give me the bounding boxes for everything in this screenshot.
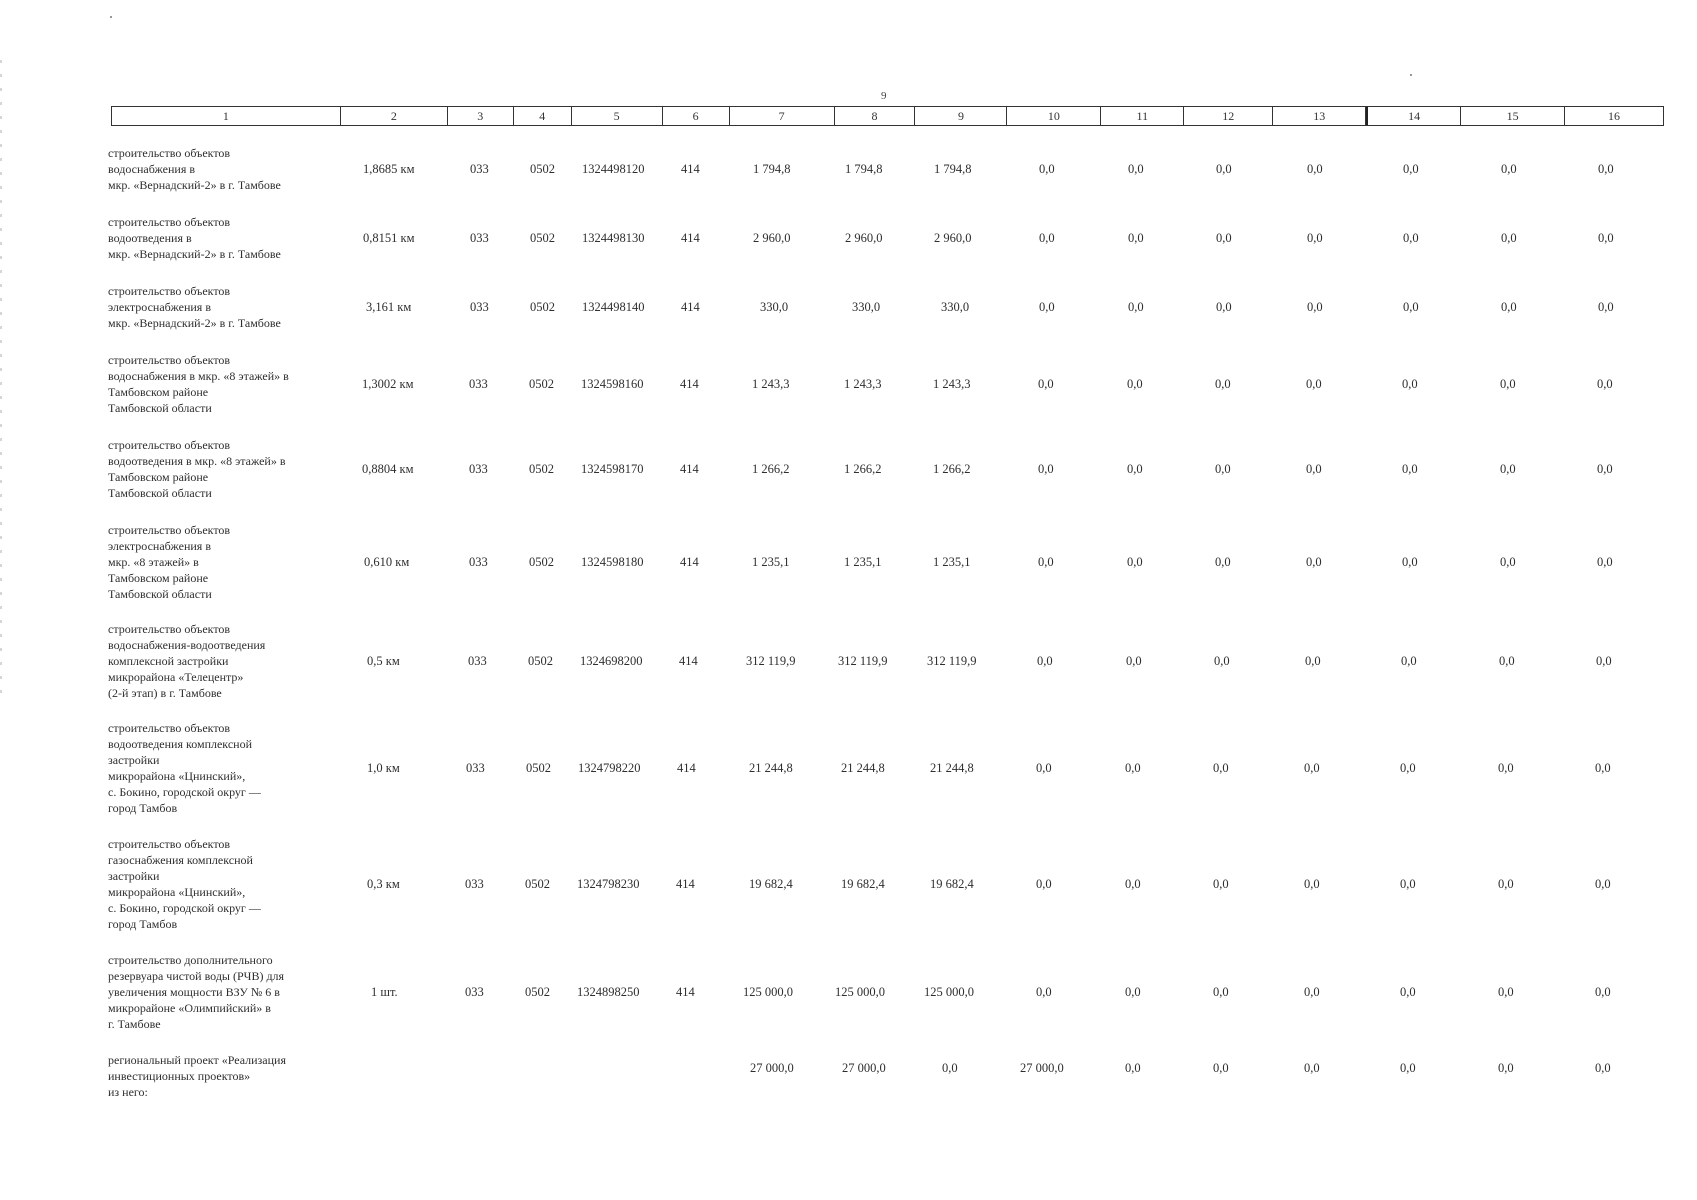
- row-c14: 0,0: [1400, 985, 1416, 999]
- row-c5: 1324798220: [578, 761, 641, 775]
- row-c13: 0,0: [1306, 555, 1322, 569]
- row-c16: 0,0: [1598, 300, 1614, 314]
- row-c9: 1 266,2: [933, 462, 971, 476]
- row-c4: 0502: [529, 462, 554, 476]
- row-c6: 414: [681, 162, 700, 176]
- row-c7: 27 000,0: [750, 1061, 794, 1075]
- row-c7: 330,0: [760, 300, 789, 314]
- header-col-6: 6: [663, 107, 730, 125]
- row-c16: 0,0: [1595, 877, 1611, 891]
- row-c6: 414: [677, 761, 696, 775]
- row-c5: 1324498140: [582, 300, 645, 314]
- row-c6: 414: [680, 462, 699, 476]
- header-col-4: 4: [514, 107, 572, 125]
- row-measure: 0,8151 км: [363, 231, 415, 245]
- row-c14: 0,0: [1400, 1061, 1416, 1075]
- row-c6: 414: [680, 377, 699, 391]
- row-c9: 19 682,4: [930, 877, 974, 891]
- header-col-12: 12: [1184, 107, 1273, 125]
- row-c4: 0502: [528, 654, 553, 668]
- row-c13: 0,0: [1304, 1061, 1320, 1075]
- row-c8: 1 794,8: [845, 162, 883, 176]
- row-c3: 033: [470, 162, 489, 176]
- header-col-7: 7: [730, 107, 835, 125]
- scan-dot: [110, 16, 112, 18]
- table-header-row: [111, 106, 1664, 126]
- row-c15: 0,0: [1501, 231, 1517, 245]
- row-c16: 0,0: [1598, 231, 1614, 245]
- row-c14: 0,0: [1403, 231, 1419, 245]
- row-c5: 1324698200: [580, 654, 643, 668]
- row-c15: 0,0: [1498, 877, 1514, 891]
- row-c5: 1324498130: [582, 231, 645, 245]
- row-c9: 0,0: [942, 1061, 958, 1075]
- row-c8: 21 244,8: [841, 761, 885, 775]
- row-c11: 0,0: [1125, 877, 1141, 891]
- row-c6: 414: [680, 555, 699, 569]
- row-c3: 033: [465, 877, 484, 891]
- row-c14: 0,0: [1400, 761, 1416, 775]
- row-c15: 0,0: [1501, 162, 1517, 176]
- row-c11: 0,0: [1127, 555, 1143, 569]
- row-c3: 033: [466, 761, 485, 775]
- header-col-11: 11: [1101, 107, 1184, 125]
- row-c16: 0,0: [1597, 462, 1613, 476]
- row-c13: 0,0: [1307, 300, 1323, 314]
- row-c15: 0,0: [1498, 985, 1514, 999]
- row-c7: 1 794,8: [753, 162, 791, 176]
- row-c15: 0,0: [1498, 1061, 1514, 1075]
- row-c12: 0,0: [1216, 231, 1232, 245]
- row-c14: 0,0: [1400, 877, 1416, 891]
- row-c12: 0,0: [1215, 462, 1231, 476]
- row-c13: 0,0: [1307, 162, 1323, 176]
- row-measure: 0,610 км: [364, 555, 410, 569]
- row-c12: 0,0: [1215, 555, 1231, 569]
- row-c13: 0,0: [1304, 761, 1320, 775]
- row-c12: 0,0: [1213, 1061, 1229, 1075]
- row-c4: 0502: [529, 377, 554, 391]
- row-c14: 0,0: [1401, 654, 1417, 668]
- row-c10: 0,0: [1038, 377, 1054, 391]
- row-c16: 0,0: [1595, 1061, 1611, 1075]
- row-c9: 1 794,8: [934, 162, 972, 176]
- header-col-3: 3: [448, 107, 514, 125]
- row-c3: 033: [468, 654, 487, 668]
- header-col-8: 8: [835, 107, 916, 125]
- row-c10: 0,0: [1036, 877, 1052, 891]
- row-c7: 21 244,8: [749, 761, 793, 775]
- row-description: строительство объектов водоснабжения-водоотведения комплексной застройки микрорайона «Телецентр» (2-й этап) в г. Тамбове: [108, 622, 266, 700]
- row-c12: 0,0: [1216, 162, 1232, 176]
- row-c3: 033: [469, 462, 488, 476]
- row-c8: 27 000,0: [842, 1061, 886, 1075]
- row-c14: 0,0: [1403, 162, 1419, 176]
- row-c7: 1 266,2: [752, 462, 790, 476]
- row-c13: 0,0: [1306, 377, 1322, 391]
- row-c10: 0,0: [1036, 761, 1052, 775]
- row-c15: 0,0: [1498, 761, 1514, 775]
- row-c13: 0,0: [1304, 985, 1320, 999]
- row-c10: 0,0: [1039, 231, 1055, 245]
- row-c10: 27 000,0: [1020, 1061, 1064, 1075]
- row-c5: 1324898250: [577, 985, 640, 999]
- row-c14: 0,0: [1402, 462, 1418, 476]
- row-c5: 1324598170: [581, 462, 644, 476]
- header-col-2: 2: [341, 107, 448, 125]
- row-measure: 0,8804 км: [362, 462, 414, 476]
- row-c15: 0,0: [1500, 377, 1516, 391]
- row-c16: 0,0: [1596, 654, 1612, 668]
- row-c3: 033: [470, 231, 489, 245]
- row-measure: 1,3002 км: [362, 377, 414, 391]
- row-c13: 0,0: [1307, 231, 1323, 245]
- row-c12: 0,0: [1213, 985, 1229, 999]
- row-measure: 0,5 км: [367, 654, 400, 668]
- row-c10: 0,0: [1037, 654, 1053, 668]
- row-c5: 1324498120: [582, 162, 645, 176]
- row-measure: 1,8685 км: [363, 162, 415, 176]
- row-c7: 1 235,1: [752, 555, 790, 569]
- row-c11: 0,0: [1126, 654, 1142, 668]
- page-number: 9: [881, 90, 887, 102]
- row-c5: 1324598180: [581, 555, 644, 569]
- row-c16: 0,0: [1595, 985, 1611, 999]
- row-c3: 033: [465, 985, 484, 999]
- row-description: строительство объектов водоотведения в мкр. «Вернадский-2» в г. Тамбове: [108, 215, 281, 261]
- row-c8: 330,0: [852, 300, 881, 314]
- row-c12: 0,0: [1215, 377, 1231, 391]
- row-c4: 0502: [525, 877, 550, 891]
- row-description: строительство объектов водоотведения комплексной застройки микрорайона «Цнинский», с. Бокино, городской округ — город Тамбов: [108, 721, 261, 815]
- row-c4: 0502: [526, 761, 551, 775]
- row-c10: 0,0: [1039, 300, 1055, 314]
- row-description: строительство объектов электроснабжения в мкр. «Вернадский-2» в г. Тамбове: [108, 284, 281, 330]
- row-c7: 19 682,4: [749, 877, 793, 891]
- row-c11: 0,0: [1128, 162, 1144, 176]
- row-description: региональный проект «Реализация инвестиционных проектов» из него:: [108, 1053, 286, 1099]
- row-c11: 0,0: [1125, 761, 1141, 775]
- row-c9: 125 000,0: [924, 985, 974, 999]
- row-c6: 414: [676, 985, 695, 999]
- row-c7: 125 000,0: [743, 985, 793, 999]
- row-c11: 0,0: [1128, 300, 1144, 314]
- row-c7: 2 960,0: [753, 231, 791, 245]
- row-c9: 312 119,9: [927, 654, 977, 668]
- row-c6: 414: [681, 300, 700, 314]
- row-c16: 0,0: [1597, 555, 1613, 569]
- row-c13: 0,0: [1305, 654, 1321, 668]
- row-c4: 0502: [530, 300, 555, 314]
- row-c16: 0,0: [1597, 377, 1613, 391]
- row-c10: 0,0: [1038, 555, 1054, 569]
- row-c12: 0,0: [1216, 300, 1232, 314]
- row-c8: 1 266,2: [844, 462, 882, 476]
- row-c10: 0,0: [1039, 162, 1055, 176]
- row-c6: 414: [681, 231, 700, 245]
- row-c15: 0,0: [1500, 462, 1516, 476]
- row-c7: 1 243,3: [752, 377, 790, 391]
- row-c14: 0,0: [1403, 300, 1419, 314]
- row-c6: 414: [679, 654, 698, 668]
- row-c15: 0,0: [1500, 555, 1516, 569]
- row-measure: 0,3 км: [367, 877, 400, 891]
- row-description: строительство дополнительного резервуара чистой воды (РЧВ) для увеличения мощности ВЗУ № 6 в микрорайоне «Олимпийский» в г. Тамбове: [108, 953, 285, 1031]
- row-c8: 1 243,3: [844, 377, 882, 391]
- row-c10: 0,0: [1036, 985, 1052, 999]
- row-c5: 1324598160: [581, 377, 644, 391]
- row-c11: 0,0: [1127, 377, 1143, 391]
- row-c11: 0,0: [1128, 231, 1144, 245]
- row-c10: 0,0: [1038, 462, 1054, 476]
- row-c15: 0,0: [1499, 654, 1515, 668]
- row-c4: 0502: [530, 231, 555, 245]
- row-c14: 0,0: [1402, 555, 1418, 569]
- row-description: строительство объектов электроснабжения в мкр. «8 этажей» в Тамбовском районе Тамбовской области: [108, 523, 231, 601]
- row-c13: 0,0: [1306, 462, 1322, 476]
- header-col-15: 15: [1461, 107, 1565, 125]
- row-c9: 21 244,8: [930, 761, 974, 775]
- header-col-9: 9: [915, 107, 1007, 125]
- row-c6: 414: [676, 877, 695, 891]
- row-c8: 1 235,1: [844, 555, 882, 569]
- row-c4: 0502: [525, 985, 550, 999]
- row-c4: 0502: [529, 555, 554, 569]
- row-c3: 033: [469, 555, 488, 569]
- row-c8: 312 119,9: [838, 654, 888, 668]
- header-col-1: 1: [112, 107, 341, 125]
- row-c16: 0,0: [1598, 162, 1614, 176]
- row-c3: 033: [470, 300, 489, 314]
- row-c8: 125 000,0: [835, 985, 885, 999]
- row-c9: 1 243,3: [933, 377, 971, 391]
- header-col-14: 14: [1366, 107, 1461, 125]
- row-c9: 2 960,0: [934, 231, 972, 245]
- row-description: строительство объектов водоснабжения в мкр. «8 этажей» в Тамбовском районе Тамбовской области: [108, 353, 289, 415]
- row-description: строительство объектов газоснабжения комплексной застройки микрорайона «Цнинский», с. Бокино, городской округ — город Тамбов: [108, 837, 261, 931]
- row-measure: 1,0 км: [367, 761, 400, 775]
- row-c5: 1324798230: [577, 877, 640, 891]
- row-description: строительство объектов водоснабжения в мкр. «Вернадский-2» в г. Тамбове: [108, 146, 281, 192]
- row-c11: 0,0: [1125, 1061, 1141, 1075]
- row-c12: 0,0: [1213, 877, 1229, 891]
- row-c11: 0,0: [1125, 985, 1141, 999]
- header-col-5: 5: [572, 107, 663, 125]
- row-c13: 0,0: [1304, 877, 1320, 891]
- row-c11: 0,0: [1127, 462, 1143, 476]
- row-c8: 19 682,4: [841, 877, 885, 891]
- row-description: строительство объектов водоотведения в мкр. «8 этажей» в Тамбовском районе Тамбовской области: [108, 438, 286, 500]
- header-col-16: 16: [1608, 109, 1621, 123]
- row-c14: 0,0: [1402, 377, 1418, 391]
- row-c12: 0,0: [1213, 761, 1229, 775]
- header-col-13: 13: [1273, 107, 1366, 125]
- row-measure: 3,161 км: [366, 300, 412, 314]
- row-c12: 0,0: [1214, 654, 1230, 668]
- scan-dot: [1410, 74, 1412, 76]
- row-c3: 033: [469, 377, 488, 391]
- scan-edge-artifact: [0, 60, 2, 700]
- row-c7: 312 119,9: [746, 654, 796, 668]
- row-c8: 2 960,0: [845, 231, 883, 245]
- row-c16: 0,0: [1595, 761, 1611, 775]
- row-c9: 1 235,1: [933, 555, 971, 569]
- header-col-10: 10: [1007, 107, 1101, 125]
- row-c15: 0,0: [1501, 300, 1517, 314]
- row-measure: 1 шт.: [371, 985, 398, 999]
- row-c9: 330,0: [941, 300, 970, 314]
- row-c4: 0502: [530, 162, 555, 176]
